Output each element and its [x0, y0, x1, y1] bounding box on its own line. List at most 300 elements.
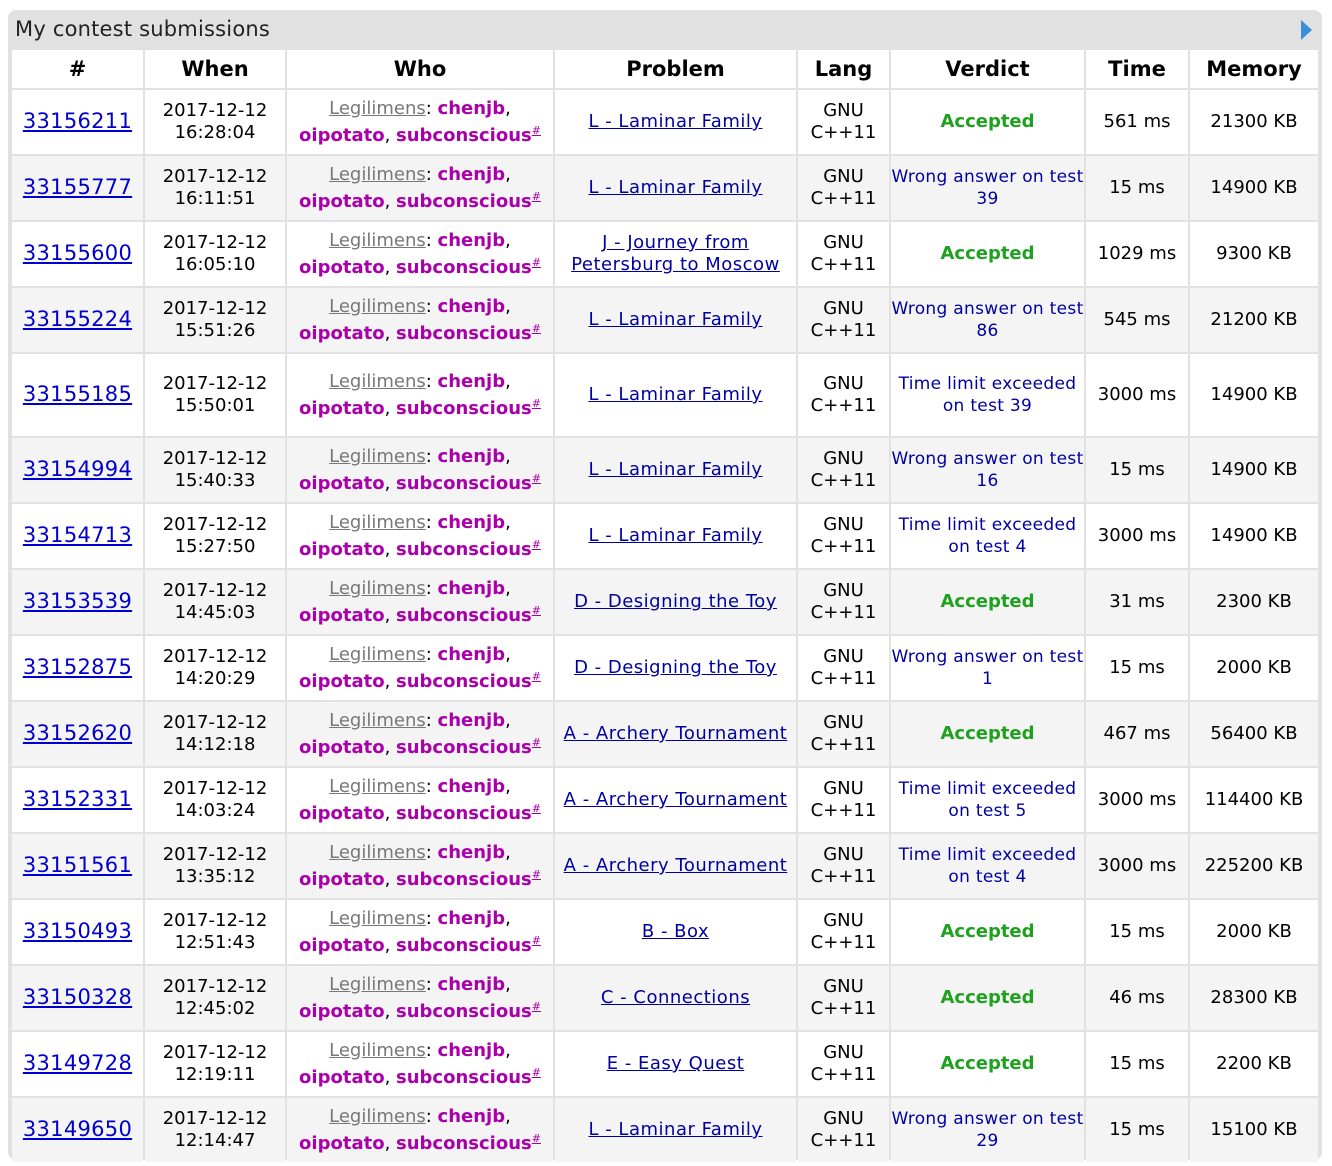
time-cell: 545 ms: [1086, 288, 1188, 352]
member-link[interactable]: chenjb: [437, 775, 506, 797]
lang-version: C++11: [810, 536, 877, 557]
panel-title: My contest submissions: [15, 17, 271, 41]
lang-name: GNU: [823, 580, 864, 601]
table-row: [12, 504, 1318, 568]
team-link[interactable]: Legilimens: [329, 1039, 426, 1061]
lang-name: GNU: [823, 910, 864, 931]
team-link[interactable]: Legilimens: [329, 370, 426, 392]
who-cell: Legilimens: chenjb, oipotato, subconscious#: [287, 504, 553, 568]
problem-cell: [555, 438, 796, 502]
memory-cell: 28300 KB: [1190, 966, 1318, 1030]
verdict-text[interactable]: Wrong answer on test 29: [891, 1109, 1084, 1151]
memory-cell: 56400 KB: [1190, 702, 1318, 766]
verdict-text[interactable]: Accepted: [940, 591, 1035, 612]
lang-version: C++11: [810, 188, 877, 209]
when-cell: [145, 702, 285, 766]
submission-date: 2017-12-12: [162, 976, 268, 997]
submission-id-link[interactable]: 33154713: [22, 523, 133, 547]
submission-id-cell: [12, 768, 143, 832]
problem-cell: [555, 156, 796, 220]
time-cell: 31 ms: [1086, 570, 1188, 634]
member-link[interactable]: oipotato: [299, 322, 385, 344]
team-link[interactable]: Legilimens: [329, 973, 426, 995]
lang-cell: [798, 1032, 889, 1096]
verdict-text[interactable]: Time limit exceeded on test 5: [898, 779, 1077, 821]
submission-time-of-day: 13:35:12: [174, 866, 256, 887]
member-link[interactable]: chenjb: [437, 907, 506, 929]
team-link[interactable]: Legilimens: [329, 907, 426, 929]
member-link[interactable]: subconscious: [396, 868, 532, 890]
column-header-time: Time: [1086, 50, 1188, 88]
time-cell: 1029 ms: [1086, 222, 1188, 286]
team-link[interactable]: Legilimens: [329, 709, 426, 731]
submission-date: 2017-12-12: [162, 298, 268, 319]
problem-link[interactable]: B - Box: [641, 921, 710, 942]
time-cell: 3000 ms: [1086, 354, 1188, 436]
submission-time-of-day: 16:28:04: [174, 122, 256, 143]
member-link[interactable]: subconscious: [396, 538, 532, 560]
table-row: [12, 768, 1318, 832]
when-cell: [145, 1098, 285, 1162]
lang-version: C++11: [810, 395, 877, 416]
submission-id-link[interactable]: 33155777: [22, 175, 133, 199]
who-cell: Legilimens: chenjb, oipotato, subconscious#: [287, 636, 553, 700]
memory-cell: 2300 KB: [1190, 570, 1318, 634]
member-link[interactable]: oipotato: [299, 124, 385, 146]
virtual-hash-link[interactable]: #: [531, 189, 541, 203]
column-header-when: When: [145, 50, 285, 88]
member-link[interactable]: subconscious: [396, 397, 532, 419]
submission-id-link[interactable]: 33151561: [22, 853, 133, 877]
member-link[interactable]: chenjb: [437, 973, 506, 995]
member-link[interactable]: oipotato: [299, 397, 385, 419]
virtual-hash-link[interactable]: #: [531, 471, 541, 485]
verdict-text[interactable]: Wrong answer on test 16: [891, 449, 1084, 491]
verdict-text[interactable]: Wrong answer on test 1: [891, 647, 1084, 689]
who-cell: Legilimens: chenjb, oipotato, subconscious#: [287, 1032, 553, 1096]
member-link[interactable]: subconscious: [396, 472, 532, 494]
member-link[interactable]: oipotato: [299, 604, 385, 626]
member-link[interactable]: oipotato: [299, 802, 385, 824]
problem-link[interactable]: A - Archery Tournament: [563, 789, 788, 810]
verdict-cell: [891, 504, 1084, 568]
lang-version: C++11: [810, 866, 877, 887]
problem-link[interactable]: L - Laminar Family: [588, 177, 763, 198]
memory-cell: 2200 KB: [1190, 1032, 1318, 1096]
lang-name: GNU: [823, 166, 864, 187]
submission-id-link[interactable]: 33152331: [22, 787, 133, 811]
member-link[interactable]: oipotato: [299, 256, 385, 278]
virtual-hash-link[interactable]: #: [531, 669, 541, 683]
problem-cell: [555, 900, 796, 964]
submission-date: 2017-12-12: [162, 448, 268, 469]
virtual-hash-link[interactable]: #: [531, 735, 541, 749]
who-cell: Legilimens: chenjb, oipotato, subconscious#: [287, 768, 553, 832]
verdict-cell: [891, 288, 1084, 352]
when-cell: [145, 156, 285, 220]
lang-cell: [798, 504, 889, 568]
table-row: [12, 1032, 1318, 1096]
memory-cell: 2000 KB: [1190, 636, 1318, 700]
member-link[interactable]: chenjb: [437, 709, 506, 731]
problem-link[interactable]: A - Archery Tournament: [563, 723, 788, 744]
team-link[interactable]: Legilimens: [329, 511, 426, 533]
submission-date: 2017-12-12: [162, 514, 268, 535]
submission-id-cell: [12, 1098, 143, 1162]
who-cell: Legilimens: chenjb, oipotato, subconscious#: [287, 288, 553, 352]
problem-cell: [555, 504, 796, 568]
table-row: [12, 288, 1318, 352]
submission-id-cell: [12, 1032, 143, 1096]
virtual-hash-link[interactable]: #: [531, 867, 541, 881]
lang-version: C++11: [810, 734, 877, 755]
member-link[interactable]: subconscious: [396, 190, 532, 212]
lang-version: C++11: [810, 470, 877, 491]
member-link[interactable]: subconscious: [396, 670, 532, 692]
member-link[interactable]: subconscious: [396, 736, 532, 758]
lang-cell: [798, 156, 889, 220]
submission-id-link[interactable]: 33149650: [22, 1117, 133, 1141]
verdict-text[interactable]: Accepted: [940, 723, 1035, 744]
problem-cell: [555, 636, 796, 700]
memory-cell: 14900 KB: [1190, 438, 1318, 502]
submission-time-of-day: 12:14:47: [174, 1130, 256, 1151]
member-link[interactable]: chenjb: [437, 229, 506, 251]
member-link[interactable]: oipotato: [299, 538, 385, 560]
lang-version: C++11: [810, 932, 877, 953]
when-cell: [145, 222, 285, 286]
virtual-hash-link[interactable]: #: [531, 801, 541, 815]
lang-version: C++11: [810, 602, 877, 623]
lang-name: GNU: [823, 448, 864, 469]
memory-cell: 9300 KB: [1190, 222, 1318, 286]
verdict-cell: [891, 636, 1084, 700]
problem-cell: [555, 702, 796, 766]
submissions-panel: [8, 10, 1322, 1160]
member-link[interactable]: oipotato: [299, 670, 385, 692]
problem-link[interactable]: L - Laminar Family: [588, 111, 763, 132]
submission-id-cell: [12, 966, 143, 1030]
submission-id-cell: [12, 570, 143, 634]
member-link[interactable]: oipotato: [299, 1132, 385, 1154]
problem-link[interactable]: C - Connections: [600, 987, 751, 1008]
when-cell: [145, 288, 285, 352]
submission-time-of-day: 16:05:10: [174, 254, 256, 275]
lang-version: C++11: [810, 122, 877, 143]
team-link[interactable]: Legilimens: [329, 775, 426, 797]
submission-id-cell: [12, 288, 143, 352]
submission-time-of-day: 15:50:01: [174, 395, 256, 416]
column-header-problem: Problem: [555, 50, 796, 88]
problem-link[interactable]: A - Archery Tournament: [563, 855, 788, 876]
submission-id-link[interactable]: 33150328: [22, 985, 133, 1009]
submission-id-cell: [12, 156, 143, 220]
submission-id-link[interactable]: 33156211: [22, 109, 133, 133]
member-link[interactable]: chenjb: [437, 295, 506, 317]
who-cell: Legilimens: chenjb, oipotato, subconscious#: [287, 156, 553, 220]
virtual-hash-link[interactable]: #: [531, 255, 541, 269]
problem-link[interactable]: L - Laminar Family: [588, 525, 763, 546]
verdict-text[interactable]: Accepted: [940, 111, 1035, 132]
when-cell: [145, 504, 285, 568]
member-link[interactable]: subconscious: [396, 256, 532, 278]
memory-cell: 225200 KB: [1190, 834, 1318, 898]
who-cell: Legilimens: chenjb, oipotato, subconscious#: [287, 438, 553, 502]
verdict-text[interactable]: Accepted: [940, 243, 1035, 264]
submission-id-link[interactable]: 33154994: [22, 457, 133, 481]
member-link[interactable]: oipotato: [299, 736, 385, 758]
lang-name: GNU: [823, 232, 864, 253]
member-link[interactable]: chenjb: [437, 163, 506, 185]
member-link[interactable]: subconscious: [396, 1066, 532, 1088]
submission-date: 2017-12-12: [162, 712, 268, 733]
virtual-hash-link[interactable]: #: [531, 123, 541, 137]
problem-link[interactable]: J - Journey from Petersburg to Moscow: [571, 232, 780, 275]
member-link[interactable]: chenjb: [437, 511, 506, 533]
submission-time-of-day: 12:51:43: [174, 932, 256, 953]
member-link[interactable]: oipotato: [299, 1000, 385, 1022]
when-cell: [145, 636, 285, 700]
problem-cell: [555, 834, 796, 898]
lang-cell: [798, 570, 889, 634]
submission-id-link[interactable]: 33149728: [22, 1051, 133, 1075]
verdict-cell: [891, 222, 1084, 286]
team-link[interactable]: Legilimens: [329, 1105, 426, 1127]
verdict-cell: [891, 354, 1084, 436]
team-link[interactable]: Legilimens: [329, 643, 426, 665]
submission-time-of-day: 14:45:03: [174, 602, 256, 623]
when-cell: [145, 570, 285, 634]
lang-name: GNU: [823, 646, 864, 667]
memory-cell: 15100 KB: [1190, 1098, 1318, 1162]
member-link[interactable]: oipotato: [299, 472, 385, 494]
memory-cell: 2000 KB: [1190, 900, 1318, 964]
team-link[interactable]: Legilimens: [329, 841, 426, 863]
problem-cell: [555, 288, 796, 352]
who-cell: Legilimens: chenjb, oipotato, subconscious#: [287, 834, 553, 898]
memory-cell: 114400 KB: [1190, 768, 1318, 832]
team-link[interactable]: Legilimens: [329, 577, 426, 599]
table-row: [12, 702, 1318, 766]
team-link[interactable]: Legilimens: [329, 163, 426, 185]
submission-id-cell: [12, 222, 143, 286]
submission-time-of-day: 14:03:24: [174, 800, 256, 821]
submission-date: 2017-12-12: [162, 778, 268, 799]
memory-cell: 14900 KB: [1190, 156, 1318, 220]
table-row: [12, 636, 1318, 700]
time-cell: 3000 ms: [1086, 834, 1188, 898]
problem-link[interactable]: L - Laminar Family: [588, 384, 763, 405]
member-link[interactable]: chenjb: [437, 1039, 506, 1061]
lang-cell: [798, 966, 889, 1030]
submission-date: 2017-12-12: [162, 580, 268, 601]
problem-link[interactable]: L - Laminar Family: [588, 459, 763, 480]
time-cell: 15 ms: [1086, 1098, 1188, 1162]
team-link[interactable]: Legilimens: [329, 97, 426, 119]
member-link[interactable]: subconscious: [396, 934, 532, 956]
verdict-text[interactable]: Accepted: [940, 921, 1035, 942]
submission-date: 2017-12-12: [162, 910, 268, 931]
submission-time-of-day: 12:45:02: [174, 998, 256, 1019]
virtual-hash-link[interactable]: #: [531, 603, 541, 617]
virtual-hash-link[interactable]: #: [531, 1131, 541, 1145]
verdict-text[interactable]: Time limit exceeded on test 39: [898, 374, 1077, 416]
submission-id-link[interactable]: 33152620: [22, 721, 133, 745]
lang-version: C++11: [810, 1064, 877, 1085]
lang-name: GNU: [823, 712, 864, 733]
submission-id-link[interactable]: 33150493: [22, 919, 133, 943]
time-cell: 15 ms: [1086, 1032, 1188, 1096]
problem-cell: [555, 1098, 796, 1162]
team-link[interactable]: Legilimens: [329, 229, 426, 251]
time-cell: 15 ms: [1086, 438, 1188, 502]
member-link[interactable]: chenjb: [437, 370, 506, 392]
time-cell: 15 ms: [1086, 900, 1188, 964]
problem-cell: [555, 768, 796, 832]
member-link[interactable]: chenjb: [437, 577, 506, 599]
time-cell: 15 ms: [1086, 156, 1188, 220]
expand-arrow-icon[interactable]: [1301, 20, 1312, 40]
submission-date: 2017-12-12: [162, 232, 268, 253]
submission-id-link[interactable]: 33155224: [22, 307, 133, 331]
time-cell: 467 ms: [1086, 702, 1188, 766]
problem-cell: [555, 1032, 796, 1096]
submission-time-of-day: 15:27:50: [174, 536, 256, 557]
member-link[interactable]: subconscious: [396, 124, 532, 146]
lang-cell: [798, 834, 889, 898]
verdict-cell: [891, 156, 1084, 220]
submissions-table: [10, 48, 1320, 1164]
member-link[interactable]: subconscious: [396, 1000, 532, 1022]
table-row: [12, 966, 1318, 1030]
problem-link[interactable]: D - Designing the Toy: [574, 657, 777, 678]
verdict-cell: [891, 570, 1084, 634]
problem-link[interactable]: D - Designing the Toy: [574, 591, 777, 612]
verdict-text[interactable]: Accepted: [940, 1053, 1035, 1074]
team-link[interactable]: Legilimens: [329, 295, 426, 317]
submission-time-of-day: 14:12:18: [174, 734, 256, 755]
member-link[interactable]: chenjb: [437, 445, 506, 467]
member-link[interactable]: subconscious: [396, 604, 532, 626]
member-link[interactable]: oipotato: [299, 1066, 385, 1088]
member-link[interactable]: oipotato: [299, 868, 385, 890]
table-row: [12, 900, 1318, 964]
verdict-text[interactable]: Time limit exceeded on test 4: [898, 515, 1077, 557]
member-link[interactable]: subconscious: [396, 1132, 532, 1154]
member-link[interactable]: subconscious: [396, 322, 532, 344]
problem-cell: [555, 354, 796, 436]
lang-name: GNU: [823, 976, 864, 997]
member-link[interactable]: chenjb: [437, 643, 506, 665]
lang-cell: [798, 702, 889, 766]
problem-cell: [555, 222, 796, 286]
member-link[interactable]: chenjb: [437, 97, 506, 119]
virtual-hash-link[interactable]: #: [531, 321, 541, 335]
problem-cell: [555, 966, 796, 1030]
verdict-cell: [891, 966, 1084, 1030]
team-link[interactable]: Legilimens: [329, 445, 426, 467]
virtual-hash-link[interactable]: #: [531, 933, 541, 947]
verdict-text[interactable]: Time limit exceeded on test 4: [898, 845, 1077, 887]
lang-name: GNU: [823, 844, 864, 865]
verdict-cell: [891, 438, 1084, 502]
memory-cell: 21300 KB: [1190, 90, 1318, 154]
lang-cell: [798, 222, 889, 286]
verdict-text[interactable]: Wrong answer on test 86: [891, 299, 1084, 341]
submission-id-link[interactable]: 33155600: [22, 241, 133, 265]
when-cell: [145, 900, 285, 964]
submission-date: 2017-12-12: [162, 166, 268, 187]
problem-link[interactable]: E - Easy Quest: [606, 1053, 745, 1074]
lang-name: GNU: [823, 514, 864, 535]
who-cell: Legilimens: chenjb, oipotato, subconscious#: [287, 702, 553, 766]
who-cell: Legilimens: chenjb, oipotato, subconscious#: [287, 90, 553, 154]
when-cell: [145, 966, 285, 1030]
problem-link[interactable]: L - Laminar Family: [588, 309, 763, 330]
problem-link[interactable]: L - Laminar Family: [588, 1119, 763, 1140]
time-cell: 46 ms: [1086, 966, 1188, 1030]
member-link[interactable]: oipotato: [299, 934, 385, 956]
submission-time-of-day: 15:51:26: [174, 320, 256, 341]
submission-id-cell: [12, 702, 143, 766]
when-cell: [145, 438, 285, 502]
lang-cell: [798, 354, 889, 436]
virtual-hash-link[interactable]: #: [531, 1065, 541, 1079]
virtual-hash-link[interactable]: #: [531, 537, 541, 551]
memory-cell: 21200 KB: [1190, 288, 1318, 352]
memory-cell: 14900 KB: [1190, 504, 1318, 568]
when-cell: [145, 1032, 285, 1096]
memory-cell: 14900 KB: [1190, 354, 1318, 436]
when-cell: [145, 768, 285, 832]
submission-id-cell: [12, 504, 143, 568]
lang-cell: [798, 438, 889, 502]
lang-cell: [798, 768, 889, 832]
column-header-lang: Lang: [798, 50, 889, 88]
table-row: [12, 570, 1318, 634]
lang-cell: [798, 636, 889, 700]
lang-cell: [798, 90, 889, 154]
verdict-text[interactable]: Accepted: [940, 987, 1035, 1008]
submission-id-link[interactable]: 33152875: [22, 655, 133, 679]
when-cell: [145, 90, 285, 154]
submission-date: 2017-12-12: [162, 100, 268, 121]
submission-date: 2017-12-12: [162, 1108, 268, 1129]
lang-version: C++11: [810, 320, 877, 341]
submission-date: 2017-12-12: [162, 844, 268, 865]
member-link[interactable]: chenjb: [437, 841, 506, 863]
column-header-verdict: Verdict: [891, 50, 1084, 88]
member-link[interactable]: oipotato: [299, 190, 385, 212]
virtual-hash-link[interactable]: #: [531, 999, 541, 1013]
lang-version: C++11: [810, 998, 877, 1019]
virtual-hash-link[interactable]: #: [531, 396, 541, 410]
lang-cell: [798, 900, 889, 964]
verdict-cell: [891, 702, 1084, 766]
member-link[interactable]: chenjb: [437, 1105, 506, 1127]
lang-version: C++11: [810, 254, 877, 275]
lang-name: GNU: [823, 1042, 864, 1063]
member-link[interactable]: subconscious: [396, 802, 532, 824]
submission-id-cell: [12, 354, 143, 436]
submission-id-cell: [12, 636, 143, 700]
submission-id-link[interactable]: 33155185: [22, 382, 133, 406]
submission-id-link[interactable]: 33153539: [22, 589, 133, 613]
verdict-text[interactable]: Wrong answer on test 39: [891, 167, 1084, 209]
lang-version: C++11: [810, 668, 877, 689]
lang-name: GNU: [823, 373, 864, 394]
verdict-cell: [891, 1032, 1084, 1096]
